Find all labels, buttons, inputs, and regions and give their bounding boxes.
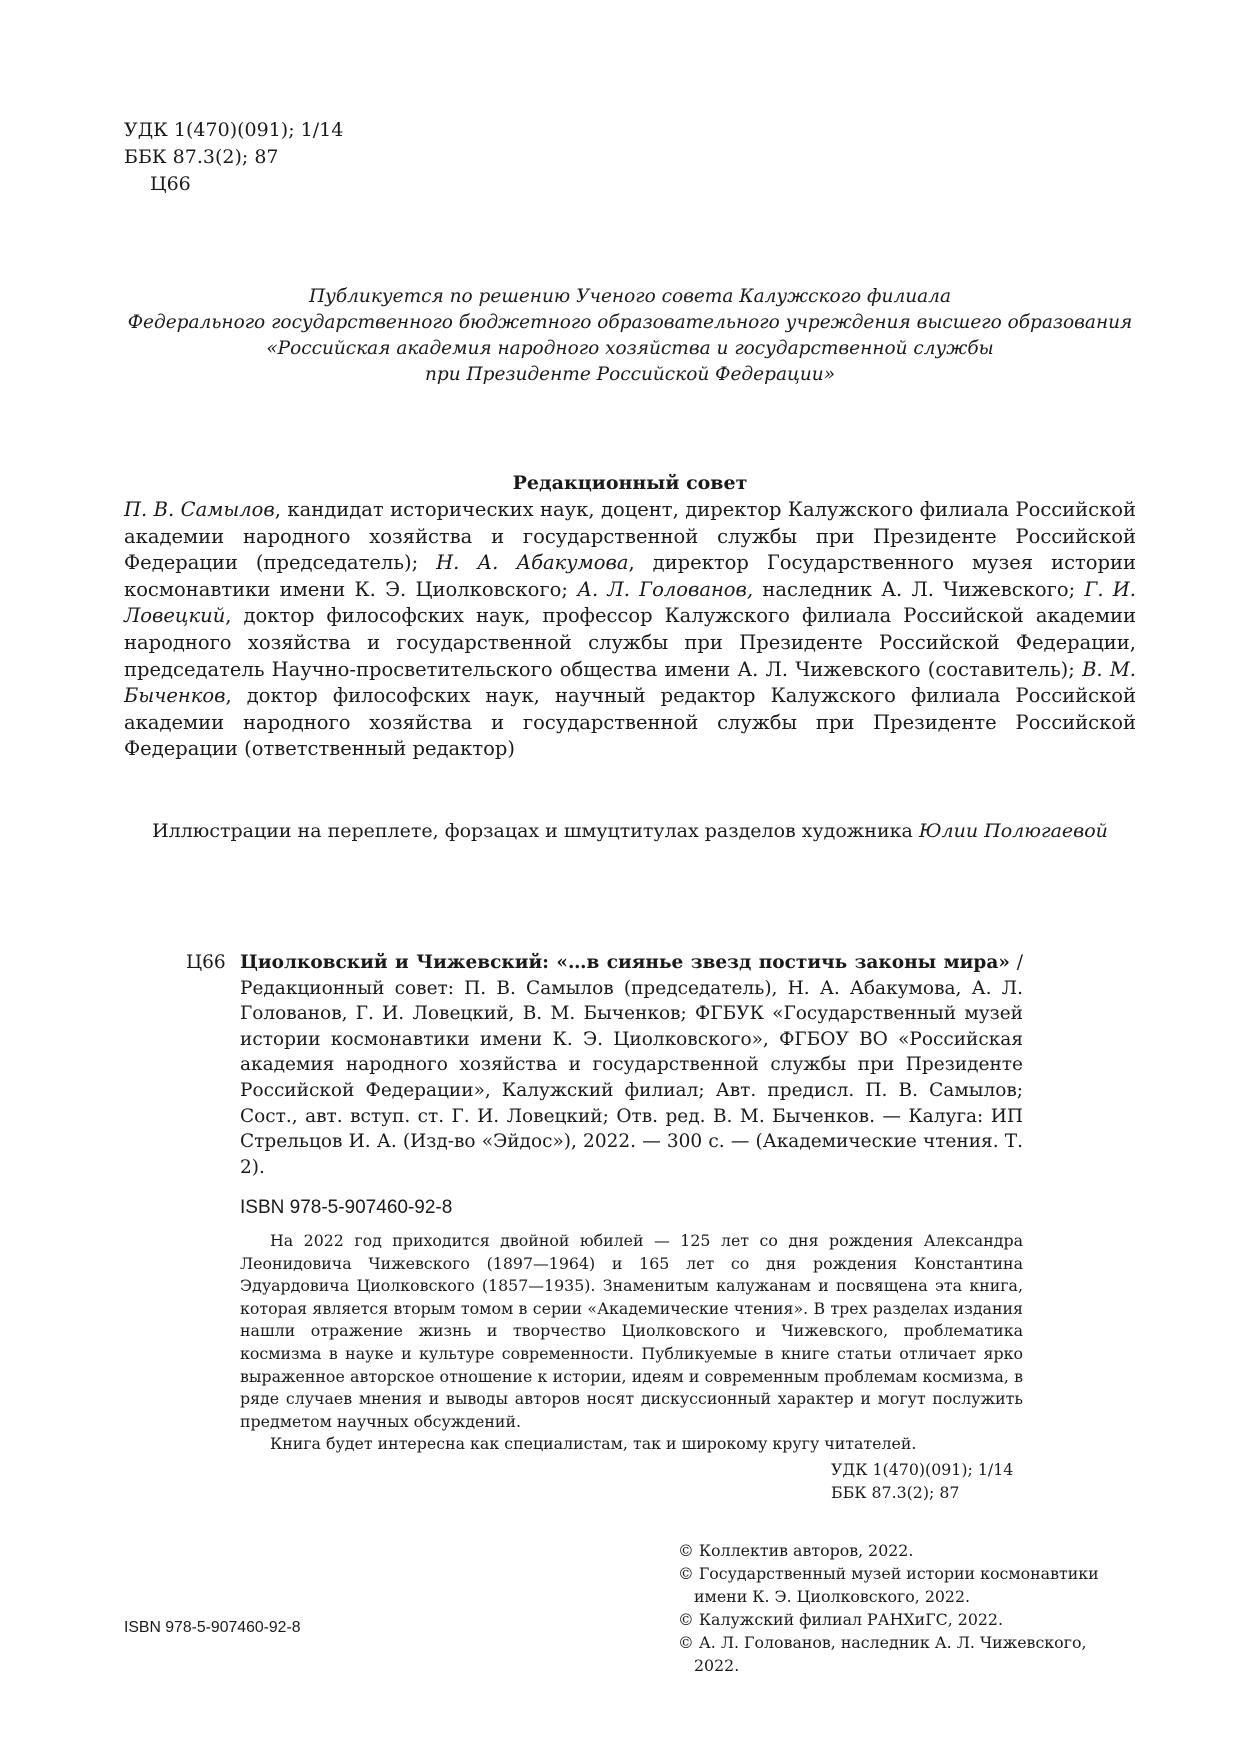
- publication-note-line: Публикуется по решению Ученого совета Калужского филиала: [309, 286, 951, 307]
- illustrations-text: Иллюстрации на переплете, форзацах и шмуцтитулах разделов художника: [152, 820, 919, 842]
- abstract-paragraph: Книга будет интересна как специалистам, так и широкому кругу читателей.: [270, 1434, 917, 1454]
- member-description: наследник А. Л. Чижевского;: [753, 577, 1085, 601]
- copyright-line: © Калужский филиал РАНХиГС, 2022.: [678, 1610, 1004, 1629]
- catalog-card: [240, 950, 1023, 1180]
- bbk-code: ББК 87.3(2); 87: [831, 1482, 960, 1502]
- bbk-code: ББК 87.3(2); 87: [124, 146, 279, 168]
- udk-code: УДК 1(470)(091); 1/14: [124, 119, 344, 141]
- abstract: [240, 1230, 1023, 1456]
- author-mark: Ц66: [150, 173, 191, 195]
- publication-note-line: Федерального государственного бюджетного образовательного учреждения высшего образования: [127, 312, 1133, 333]
- member-name: Н. А. Абакумова: [436, 551, 629, 575]
- member-name: А. Л. Голованов,: [577, 577, 754, 601]
- publication-note: [124, 284, 1136, 388]
- isbn-bottom: ISBN 978-5-907460-92-8: [124, 1619, 301, 1636]
- publication-note-line: «Российская академия народного хозяйства и государственной службы: [266, 338, 994, 359]
- udk-code: УДК 1(470)(091); 1/14: [831, 1460, 1014, 1479]
- catalog-card-body: / Редакционный совет: П. В. Самылов (председатель), Н. А. Абакумова, А. Л. Голованов, Г. И. Ловецкий, В. М. Быченков; ФГБУК «Государственный музей истории космонавтики имени К. Э. Циолковского», ФГБОУ ВО «Российская академия народного хозяйства и государственной службы при Президенте Российской Федерации», Калужский филиал; Авт. предисл. П. В. Самылов; Сост., авт. вступ. ст. Г. И. Ловецкий; Отв. ред. В. М. Быченков. — Калуга: ИП Стрельцов И. А. (Изд-во «Эйдос»), 2022. — 300 с. — (Академические чтения. Т. 2).: [240, 952, 1023, 1178]
- abstract-paragraph: На 2022 год приходится двойной юбилей — 125 лет со дня рождения Александра Леонидовича Чижевского (1897—1964) и 165 лет со дня рождения Константина Эдуардовича Циолковского (1857—1935). Знаменитым калужанам и посвящена эта книга, которая является вторым томом в серии «Академические чтения». В трех разделах издания нашли отражение жизнь и творчество Циолковского и Чижевского, проблематика космизма в науке и культуре современности. Публикуемые в книге статьи отличает ярко выраженное авторское отношение к истории, идеям и современным проблемам космизма, в ряде случаев мнения и выводы авторов носят дискуссионный характер и могут послужить предметом научных обсуждений.: [240, 1231, 1023, 1431]
- member-description: , доктор философских наук, научный редактор Калужского филиала Российской академии народного хозяйства и государственной службы при Президенте Российской Федерации (ответственный редактор): [124, 684, 1136, 761]
- catalog-card-code: Ц66: [186, 952, 226, 973]
- editorial-board-text: [124, 497, 1136, 763]
- member-description: , доктор философских наук, профессор Калужского филиала Российской академии народного хозяйства и государственной службы при Президенте Российской Федерации, председатель Научно-просветительского общества имени А. Л. Чижевского (составитель);: [124, 604, 1136, 681]
- member-name: Г. И. Ловецкий: [124, 577, 1137, 628]
- illustrations-artist: Юлии Полюгаевой: [918, 820, 1108, 842]
- member-name: П. В. Самылов: [124, 498, 275, 521]
- catalog-isbn: ISBN 978-5-907460-92-8: [240, 1197, 453, 1218]
- member-description: , директор Государственного музея истории космонавтики имени К. Э. Циолковского;: [124, 551, 1136, 601]
- classification-repeat: [831, 1459, 1013, 1504]
- copyright-line: © Коллектив авторов, 2022.: [678, 1541, 914, 1560]
- copyright-block: [678, 1539, 1118, 1677]
- editorial-board-title: Редакционный совет: [512, 472, 748, 494]
- copyright-line: © А. Л. Голованов, наследник А. Л. Чижевского, 2022.: [678, 1633, 1087, 1675]
- classification-block: [124, 117, 343, 198]
- copyright-line: © Государственный музей истории космонавтики имени К. Э. Циолковского, 2022.: [678, 1564, 1099, 1606]
- publication-note-line: при Президенте Российской Федерации»: [424, 364, 836, 385]
- member-description: , кандидат исторических наук, доцент, директор Калужского филиала Российской академии народного хозяйства и государственной службы при Президенте Российской Федерации (председатель);: [124, 498, 1136, 575]
- member-name: В. М. Быченков: [124, 657, 1136, 708]
- illustrations-credit: [124, 818, 1136, 844]
- book-title: Циолковский и Чижевский: «…в сиянье звезд постичь законы мира»: [240, 952, 1010, 973]
